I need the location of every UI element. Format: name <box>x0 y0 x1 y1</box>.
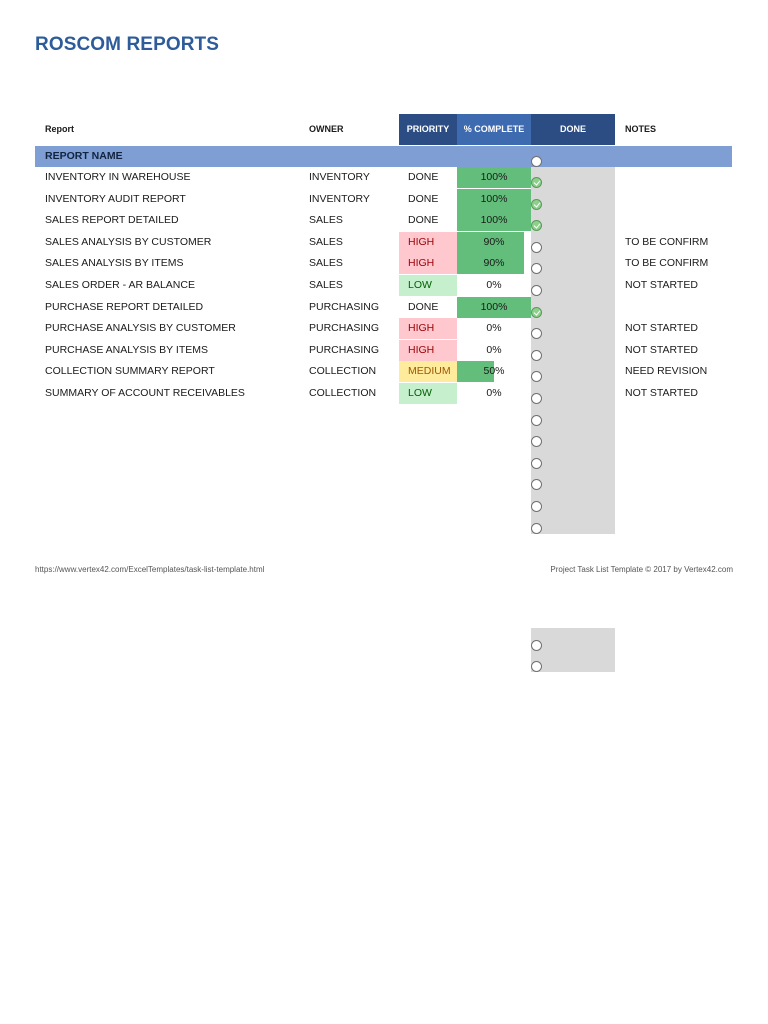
table-row[interactable] <box>35 253 732 274</box>
owner-cell: SALES <box>309 235 343 248</box>
notes-cell: TO BE CONFIRM <box>625 257 709 270</box>
owner-cell: COLLECTION <box>309 365 377 378</box>
percent-complete-cell: 100% <box>480 171 508 183</box>
owner-cell: SALES <box>309 214 343 227</box>
done-checkbox[interactable] <box>531 285 542 296</box>
table-row[interactable] <box>35 189 732 210</box>
table-row[interactable] <box>35 340 732 361</box>
done-checkbox[interactable] <box>531 350 542 361</box>
priority-cell: HIGH <box>399 318 457 339</box>
done-checkbox[interactable] <box>531 640 542 651</box>
header-done[interactable]: DONE <box>531 114 615 145</box>
report-name-cell: PURCHASE REPORT DETAILED <box>45 300 204 313</box>
priority-cell: HIGH <box>399 253 457 274</box>
notes-cell: NOT STARTED <box>625 343 698 356</box>
owner-cell: PURCHASING <box>309 300 380 313</box>
notes-cell: NOT STARTED <box>625 322 698 335</box>
percent-complete-cell: 0% <box>486 279 502 291</box>
report-name-cell: PURCHASE ANALYSIS BY ITEMS <box>45 343 208 356</box>
done-checkbox-checked[interactable] <box>531 199 542 210</box>
owner-cell: COLLECTION <box>309 387 377 399</box>
report-name-cell: SUMMARY OF ACCOUNT RECEIVABLES <box>45 387 245 399</box>
notes-cell: NOT STARTED <box>625 279 698 291</box>
priority-cell: DONE <box>408 192 439 205</box>
page-title: ROSCOM REPORTS <box>35 34 220 55</box>
owner-cell: SALES <box>309 257 343 270</box>
owner-cell: PURCHASING <box>309 343 380 356</box>
table-row[interactable] <box>35 167 732 188</box>
percent-complete-cell: 50% <box>483 365 505 378</box>
percent-complete-cell: 90% <box>483 235 505 248</box>
done-checkbox-checked[interactable] <box>531 177 542 188</box>
owner-cell: SALES <box>309 279 343 291</box>
priority-cell: LOW <box>399 383 457 404</box>
owner-cell: INVENTORY <box>309 192 370 205</box>
report-name-cell: SALES ORDER - AR BALANCE <box>45 279 195 291</box>
table-row[interactable] <box>35 275 732 296</box>
table-row[interactable] <box>35 361 732 382</box>
table-row[interactable] <box>35 232 732 253</box>
priority-cell: DONE <box>408 214 439 227</box>
priority-cell: MEDIUM <box>399 361 457 382</box>
report-name-cell: INVENTORY IN WAREHOUSE <box>45 171 191 183</box>
owner-cell: INVENTORY <box>309 171 370 183</box>
footer-copyright: Project Task List Template © 2017 by Vertex42.com <box>550 565 733 574</box>
notes-cell: NOT STARTED <box>625 387 698 399</box>
report-name-cell: COLLECTION SUMMARY REPORT <box>45 365 215 378</box>
done-checkbox[interactable] <box>531 156 542 167</box>
done-checkbox[interactable] <box>531 393 542 404</box>
table-row[interactable] <box>35 210 732 231</box>
done-checkbox[interactable] <box>531 242 542 253</box>
percent-complete-cell: 0% <box>486 343 502 356</box>
done-checkbox[interactable] <box>531 458 542 469</box>
priority-cell: HIGH <box>399 340 457 361</box>
report-name-cell: SALES REPORT DETAILED <box>45 214 179 227</box>
priority-cell: DONE <box>408 300 439 313</box>
header-owner: OWNER <box>309 124 344 134</box>
header-report: Report <box>45 124 74 134</box>
done-checkbox[interactable] <box>531 415 542 426</box>
group-header-bar <box>35 146 732 167</box>
owner-cell: PURCHASING <box>309 322 380 335</box>
header-notes: NOTES <box>625 124 657 134</box>
report-name-cell: INVENTORY AUDIT REPORT <box>45 192 186 205</box>
done-checkbox-checked[interactable] <box>531 307 542 318</box>
report-name-cell: PURCHASE ANALYSIS BY CUSTOMER <box>45 322 236 335</box>
footer-url[interactable]: https://www.vertex42.com/ExcelTemplates/task-list-template.html <box>35 565 265 574</box>
table-row[interactable] <box>35 318 732 339</box>
priority-cell: DONE <box>408 171 439 183</box>
percent-complete-cell: 100% <box>480 192 508 205</box>
table-row[interactable] <box>35 297 732 318</box>
percent-complete-cell: 100% <box>480 300 508 313</box>
percent-complete-cell: 90% <box>483 257 505 270</box>
priority-cell: LOW <box>399 275 457 296</box>
percent-complete-cell: 0% <box>486 387 502 399</box>
report-name-cell: SALES ANALYSIS BY ITEMS <box>45 257 184 270</box>
group-header-label: REPORT NAME <box>45 150 123 162</box>
notes-cell: TO BE CONFIRM <box>625 235 709 248</box>
header-complete[interactable]: % COMPLETE <box>457 114 531 145</box>
notes-cell: NEED REVISION <box>625 365 708 378</box>
table-row[interactable] <box>35 383 732 404</box>
done-checkbox[interactable] <box>531 501 542 512</box>
report-name-cell: SALES ANALYSIS BY CUSTOMER <box>45 235 212 248</box>
priority-cell: HIGH <box>399 232 457 253</box>
done-checkbox[interactable] <box>531 661 542 672</box>
percent-complete-cell: 100% <box>480 214 508 227</box>
header-priority[interactable]: PRIORITY <box>399 114 457 145</box>
done-checkbox[interactable] <box>531 523 542 534</box>
percent-complete-cell: 0% <box>486 322 502 335</box>
done-column-background-lower <box>531 628 615 672</box>
